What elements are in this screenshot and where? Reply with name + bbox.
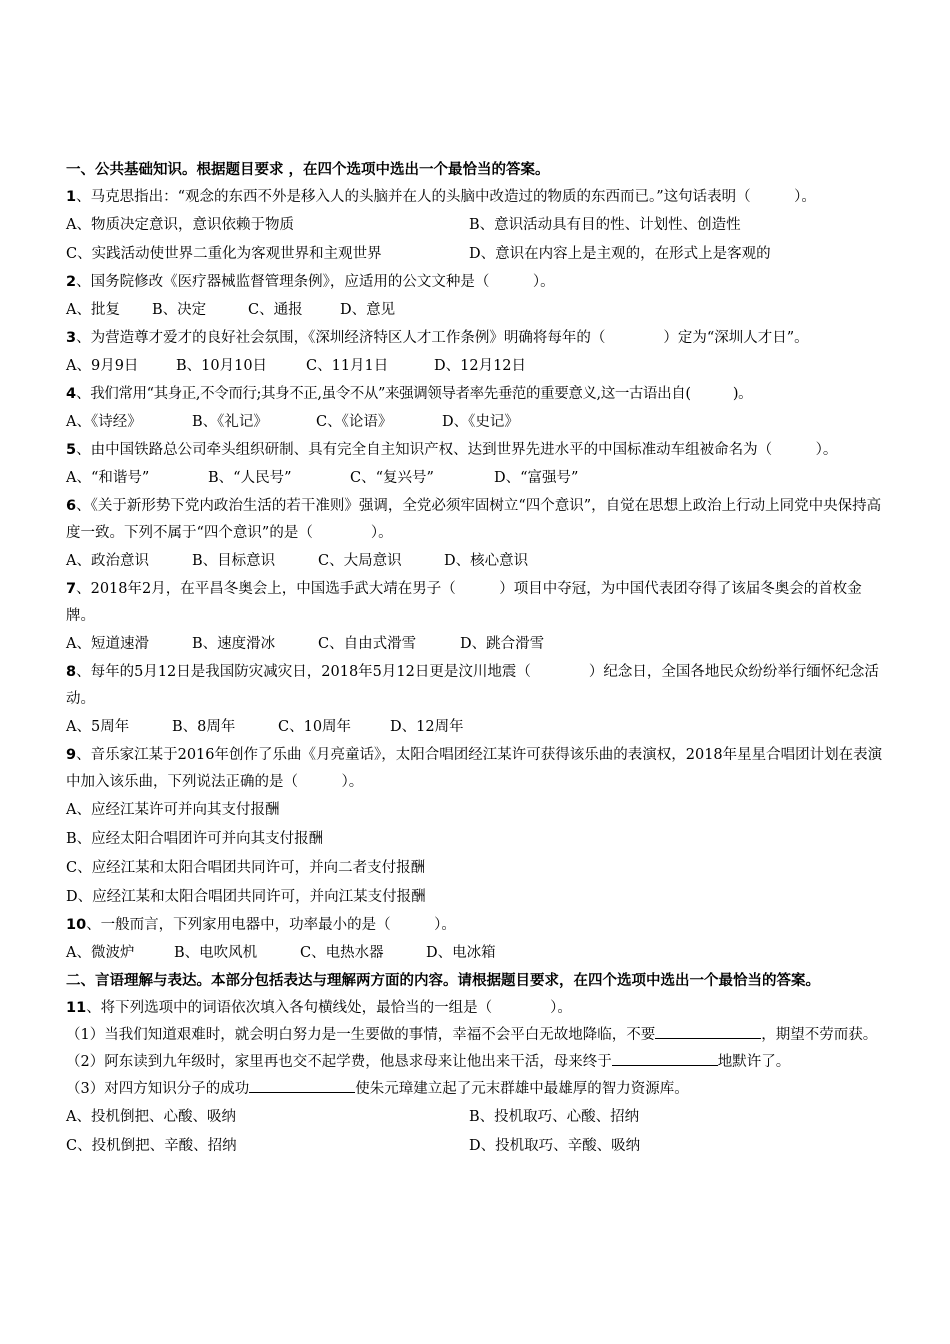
option-d: D、核心意识 xyxy=(444,553,529,569)
question-number: 11 xyxy=(66,1000,87,1016)
question-text: 、音乐家江某于2016年创作了乐曲《月亮童话》，太阳合唱团经江某许可获得该乐曲的表演权，2018年星星合唱团计划在表演中加入该乐曲，下列说法正确的是（ ）。 xyxy=(66,747,883,790)
question-number: 9 xyxy=(66,747,77,763)
option-b: B、10月10日 xyxy=(176,358,268,374)
option-b: B、“人民号” xyxy=(208,470,292,486)
option-d: D、“富强号” xyxy=(494,470,579,486)
option-c: C、11月1日 xyxy=(306,358,389,374)
question-11 xyxy=(66,995,886,1022)
question-2-options xyxy=(66,296,886,325)
question-1 xyxy=(66,184,886,211)
sentence-2 xyxy=(66,1049,886,1076)
question-4 xyxy=(66,381,886,408)
option-b: B、投机取巧、心酸、招纳 xyxy=(469,1109,640,1125)
sentence-text: 使朱元璋建立起了元末群雄中最雄厚的智力资源库。 xyxy=(355,1081,689,1097)
sentence-text: （2）阿东读到九年级时，家里再也交不起学费，他恳求母来让他出来干活，母来终于 xyxy=(66,1054,612,1070)
option-d: D、投机取巧、辛酸、吸纳 xyxy=(469,1138,641,1154)
question-11-options xyxy=(66,1103,886,1161)
option-b: B、决定 xyxy=(152,302,207,318)
option-b: B、目标意识 xyxy=(192,553,276,569)
question-5-options xyxy=(66,464,886,493)
option-c: C、大局意识 xyxy=(318,553,402,569)
question-number: 5 xyxy=(66,442,77,458)
question-text: 、每年的5月12日是我国防灾减灾日，2018年5月12日更是汶川地震（ ）纪念日，全国各地民众纷纷举行缅怀纪念活动。 xyxy=(66,664,879,707)
question-number: 1 xyxy=(66,189,77,205)
option-c: C、实践活动使世界二重化为客观世界和主观世界 xyxy=(66,246,382,262)
option-d: D、《史记》 xyxy=(442,414,519,430)
section-1-title: 一、公共基础知识。根据题目要求 ，在四个选项中选出一个最恰当的答案。 xyxy=(66,162,550,178)
option-d: D、意见 xyxy=(340,302,396,318)
question-text: 、2018年2月，在平昌冬奥会上，中国选手武大靖在男子（ ）项目中夺冠，为中国代表团夺得了该届冬奥会的首枚金牌。 xyxy=(66,581,862,624)
option-a: A、微波炉 xyxy=(66,945,135,961)
fill-blank xyxy=(655,1024,761,1039)
section-2-title: 二、言语理解与表达。本部分包括表达与理解两方面的内容。请根据题目要求，在四个选项中选出一个最恰当的答案。 xyxy=(66,973,820,989)
option-a: A、9月9日 xyxy=(66,358,139,374)
question-8 xyxy=(66,659,886,713)
question-3 xyxy=(66,325,886,352)
option-d: D、应经江某和太阳合唱团共同许可，并向江某支付报酬 xyxy=(66,889,426,905)
question-4-options xyxy=(66,408,886,437)
option-b: B、应经太阳合唱团许可并向其支付报酬 xyxy=(66,831,324,847)
option-a: A、应经江某许可并向其支付报酬 xyxy=(66,802,280,818)
question-9 xyxy=(66,742,886,796)
question-6 xyxy=(66,493,886,547)
option-d: D、电冰箱 xyxy=(426,945,496,961)
question-1-options xyxy=(66,211,886,269)
question-10 xyxy=(66,912,886,939)
question-text: 、一般而言，下列家用电器中，功率最小的是（ ）。 xyxy=(86,917,456,933)
option-b: B、意识活动具有目的性、计划性、创造性 xyxy=(469,217,741,233)
question-number: 6 xyxy=(66,498,77,514)
exam-page xyxy=(66,155,886,1161)
option-c: C、投机倒把、辛酸、招纳 xyxy=(66,1138,237,1154)
fill-blank xyxy=(249,1078,355,1093)
sentence-text: 地默许了。 xyxy=(717,1054,791,1070)
option-a: A、《诗经》 xyxy=(66,414,142,430)
option-a: A、5周年 xyxy=(66,719,130,735)
question-10-options xyxy=(66,939,886,968)
question-text: 、为营造尊才爱才的良好社会氛围，《深圳经济特区人才工作条例》明确将每年的（ ）定为“深圳人才日”。 xyxy=(76,330,809,346)
sentence-text: ，期望不劳而获。 xyxy=(761,1027,878,1043)
question-2 xyxy=(66,269,886,296)
question-number: 4 xyxy=(66,386,77,402)
question-5 xyxy=(66,437,886,464)
question-3-options xyxy=(66,352,886,381)
option-c: C、应经江某和太阳合唱团共同许可，并向二者支付报酬 xyxy=(66,860,426,876)
option-d: D、意识在内容上是主观的，在形式上是客观的 xyxy=(469,246,771,262)
question-text: 、由中国铁路总公司牵头组织研制、具有完全自主知识产权、达到世界先进水平的中国标准动车组被命名为（ ）。 xyxy=(76,442,838,458)
option-b: B、《礼记》 xyxy=(192,414,268,430)
option-b: B、8周年 xyxy=(172,719,236,735)
question-number: 10 xyxy=(66,917,87,933)
question-text: 、马克思指出：“观念的东西不外是移入人的头脑并在人的头脑中改造过的物质的东西而已。”这句话表明（ ）。 xyxy=(76,189,816,205)
sentence-text: （3）对四方知识分子的成功 xyxy=(66,1081,250,1097)
option-c: C、电热水器 xyxy=(300,945,384,961)
question-text: 、将下列选项中的词语依次填入各句横线处，最恰当的一组是（ ）。 xyxy=(86,1000,572,1016)
question-7 xyxy=(66,576,886,630)
option-c: C、“复兴号” xyxy=(350,470,434,486)
option-a: A、短道速滑 xyxy=(66,636,149,652)
option-c: C、《论语》 xyxy=(316,414,393,430)
option-a: A、物质决定意识，意识依赖于物质 xyxy=(66,217,294,233)
sentence-3 xyxy=(66,1076,886,1103)
question-8-options xyxy=(66,713,886,742)
option-a: A、批复 xyxy=(66,302,120,318)
option-a: A、政治意识 xyxy=(66,553,149,569)
sentence-1 xyxy=(66,1022,886,1049)
question-number: 2 xyxy=(66,274,77,290)
question-number: 3 xyxy=(66,330,77,346)
option-c: C、10周年 xyxy=(278,719,352,735)
option-a: A、投机倒把、心酸、吸纳 xyxy=(66,1109,236,1125)
option-d: D、12周年 xyxy=(390,719,464,735)
question-number: 8 xyxy=(66,664,77,680)
option-c: C、自由式滑雪 xyxy=(318,636,417,652)
question-7-options xyxy=(66,630,886,659)
question-6-options xyxy=(66,547,886,576)
option-c: C、通报 xyxy=(248,302,303,318)
option-d: D、12月12日 xyxy=(434,358,527,374)
question-number: 7 xyxy=(66,581,77,597)
fill-blank xyxy=(612,1051,718,1066)
question-text: 、我们常用“其身正,不令而行;其身不正,虽令不从”来强调领导者率先垂范的重要意义,这一古语出自( )。 xyxy=(76,386,753,402)
question-text: 、国务院修改《医疗器械监督管理条例》，应适用的公文文种是（ ）。 xyxy=(76,274,555,290)
question-text: 、《关于新形势下党内政治生活的若干准则》强调，全党必须牢固树立“四个意识”，自觉在思想上政治上行动上同党中央保持高度一致。下列不属于“四个意识”的是（ ）。 xyxy=(66,498,882,541)
option-b: B、电吹风机 xyxy=(174,945,258,961)
option-d: D、跳合滑雪 xyxy=(460,636,545,652)
option-a: A、“和谐号” xyxy=(66,470,150,486)
sentence-text: （1）当我们知道艰难时，就会明白努力是一生要做的事情，幸福不会平白无故地降临，不要 xyxy=(66,1027,656,1043)
option-b: B、速度滑冰 xyxy=(192,636,276,652)
